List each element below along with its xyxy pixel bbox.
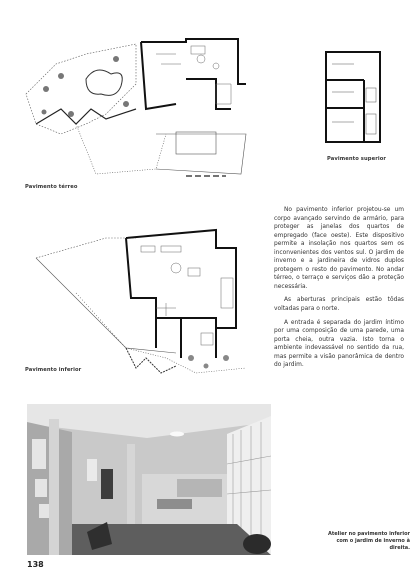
photo-caption: Atelier no pavimento inferior com o jardim de inverno à direita. xyxy=(328,531,410,551)
paragraph-3: A entrada é separada do jardim íntimo por uma composição de uma parede, uma porta cheia, outra vazia. Isto torna o ambiente indevassável no sentido da rua, mas permite a visão panorâmica de dentro do jardim. xyxy=(274,319,404,369)
ground-floor-plan xyxy=(16,24,266,184)
lower-floor-caption: Pavimento inferior xyxy=(25,367,82,373)
interior-photo xyxy=(27,404,271,555)
page-number: 138 xyxy=(27,560,44,569)
paragraph-2: As aberturas principais estão tôdas voltadas para o norte. xyxy=(274,297,404,313)
body-text xyxy=(274,206,404,375)
interior-photo-drawing xyxy=(27,404,271,555)
upper-floor-caption: Pavimento superior xyxy=(327,156,387,162)
lower-floor-plan xyxy=(16,208,271,388)
ground-floor-caption: Pavimento térreo xyxy=(25,184,78,190)
paragraph-1: No pavimento inferior projetou-se um corpo avançado servindo de armário, para proteger as janelas dos quartos de empregado (face oeste). Este dispositivo permite a insolação nos quartos sem os inconvenientes dos ventos sul. O jardim de inverno e a jardineira de vidros duplos protegem o resto do pavimento. No andar térreo, o terraço e serviços dão a proteção necessária. xyxy=(274,207,404,290)
upper-floor-plan xyxy=(322,48,384,152)
